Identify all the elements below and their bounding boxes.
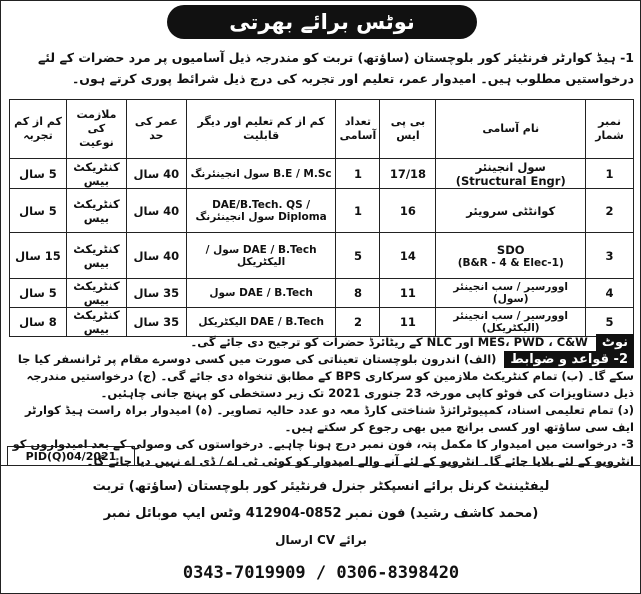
cell-age: 35 سال bbox=[126, 279, 186, 308]
cell-serial: 2 bbox=[586, 189, 634, 233]
rule-3: 3- درخواست میں امیدوار کا مکمل پتہ، فون نمبر درج ہونا چاہیے۔ درخواستوں کی وصولی کے بعد امیدواروں کو انٹرویو کے لئے بلایا جائے گا۔ انٹرویو کے لئے آنے والے امیدوار کو کوئی ٹی اے / ڈی اے نہیں دیا جائے گا۔ bbox=[12, 437, 634, 468]
intro-paragraph: 1- ہیڈ کوارٹر فرنٹیئر کور بلوچستان (ساؤتھ) تربت کو مندرجہ ذیل آسامیوں پر مرد حضرات کے لئے درخواستیں مطلوب ہیں۔ امیدوار عمر، تعلیم اور تجربہ کی درج ذیل شرائط پوری کرتے ہوں۔ bbox=[37, 50, 634, 86]
cell-bps: 14 bbox=[380, 233, 436, 279]
cell-experience: 15 سال bbox=[10, 233, 67, 279]
cell-experience: 5 سال bbox=[10, 279, 67, 308]
cell-post bbox=[436, 233, 586, 279]
cell-job-type: کنٹریکٹ بیس bbox=[66, 189, 126, 233]
cell-experience: 8 سال bbox=[10, 308, 67, 337]
note-line bbox=[9, 334, 634, 351]
cell-bps: 16 bbox=[380, 189, 436, 233]
table-row bbox=[10, 233, 634, 279]
cell-count: 2 bbox=[336, 308, 380, 337]
cell-count: 5 bbox=[336, 233, 380, 279]
table-row bbox=[10, 159, 634, 189]
cell-bps: 11 bbox=[380, 308, 436, 337]
cv-submission-label: برائے CV ارسال bbox=[275, 533, 367, 547]
cell-age: 40 سال bbox=[126, 189, 186, 233]
signatory-name-phone: (محمد کاشف رشید) فون نمبر 0852-412904 وٹس ایپ موبائل نمبر bbox=[103, 506, 539, 521]
cell-qualification: DAE / B.Tech الیکٹریکل bbox=[186, 308, 336, 337]
divider bbox=[1, 465, 640, 466]
cell-age: 35 سال bbox=[126, 308, 186, 337]
table-row bbox=[10, 189, 634, 233]
cell-qualification: B.E / M.Sc سول انجینئرنگ bbox=[186, 159, 336, 189]
cell-count: 1 bbox=[336, 189, 380, 233]
cell-qualification: DAE / B.Tech سول / الیکٹریکل bbox=[186, 233, 336, 279]
header-job-type: ملازمت کی نوعیت bbox=[66, 100, 126, 159]
header-count: تعداد آسامی bbox=[336, 100, 380, 159]
cell-job-type: کنٹریکٹ بیس bbox=[66, 308, 126, 337]
rule-1: (الف) اندرون بلوچستان تعیناتی کی صورت میں کسی دوسرے مقام پر ٹرانسفر کیا جا سکے گا۔ (ب) تمام کنٹریکٹ ملازمین کو سرکاری BPS کے مطابق تنخواہ دی جائے گی۔ (ج) درخواستیں مندرجہ ذیل دستاویزات کی فوٹو کاپی مورخہ 23 جنوری 2021 تک زیر دستخطی کو پہنچ جانی چاہئیں۔ bbox=[17, 352, 634, 400]
cell-job-type: کنٹریکٹ بیس bbox=[66, 279, 126, 308]
cell-serial: 1 bbox=[586, 159, 634, 189]
cell-serial: 4 bbox=[586, 279, 634, 308]
header-age: عمر کی حد bbox=[126, 100, 186, 159]
notice-title: نوٹس برائے بھرتی bbox=[167, 5, 477, 39]
header-post: نام آسامی bbox=[436, 100, 586, 159]
post-subtitle: (B&R - 4 & Elec-1) bbox=[457, 256, 564, 269]
cell-experience: 5 سال bbox=[10, 189, 67, 233]
header-bps: بی پی ایس bbox=[380, 100, 436, 159]
mobile-numbers: 0343-7019909 / 0306-8398420 bbox=[182, 563, 460, 583]
rule-2: (د) تمام تعلیمی اسناد، کمپیوٹرائزڈ شناختی کارڈ معہ دو عدد حالیہ تصاویر۔ (ہ) امیدوار براہ راست ہیڈ کوارٹر ایف سی ساؤتھ اور کسی برانچ میں بھی رجوع کر سکتے ہیں۔ bbox=[24, 403, 634, 434]
cell-age: 40 سال bbox=[126, 233, 186, 279]
note-text: MES، PWD ، C&W اور NLC کے ریٹائرڈ حضرات کو ترجیح دی جائے گی۔ bbox=[190, 335, 588, 349]
cell-job-type: کنٹریکٹ بیس bbox=[66, 233, 126, 279]
cell-post: کوانٹٹی سرویئر bbox=[436, 189, 586, 233]
vacancies-table bbox=[9, 99, 634, 337]
cell-bps: 11 bbox=[380, 279, 436, 308]
table-header-row bbox=[10, 100, 634, 159]
table-row bbox=[10, 308, 634, 337]
header-qualification: کم از کم تعلیم اور دیگر قابلیت bbox=[186, 100, 336, 159]
header-experience: کم از کم تجربہ bbox=[10, 100, 67, 159]
post-name: SDO bbox=[496, 242, 525, 257]
rules-line bbox=[9, 351, 634, 402]
cell-job-type: کنٹریکٹ بیس bbox=[66, 159, 126, 189]
rules-heading: 2- قواعد و ضوابط bbox=[504, 351, 634, 368]
cell-qualification: DAE / B.Tech سول bbox=[186, 279, 336, 308]
cell-post: اوورسیر / سب انجینئر (الیکٹریکل) bbox=[436, 308, 586, 337]
cell-serial: 3 bbox=[586, 233, 634, 279]
cell-qualification: DAE/B.Tech. QS / Diploma سول انجینئرنگ bbox=[186, 189, 336, 233]
note-label: نوٹ bbox=[596, 334, 634, 351]
header-serial: نمبر شمار bbox=[586, 100, 634, 159]
cell-serial: 5 bbox=[586, 308, 634, 337]
table-row bbox=[10, 279, 634, 308]
cell-post: سول انجینئر (Structural Engr) bbox=[436, 159, 586, 189]
cell-post: اوورسیر / سب انجینئر (سول) bbox=[436, 279, 586, 308]
cell-count: 8 bbox=[336, 279, 380, 308]
cell-experience: 5 سال bbox=[10, 159, 67, 189]
cell-bps: 17/18 bbox=[380, 159, 436, 189]
cell-age: 40 سال bbox=[126, 159, 186, 189]
cell-count: 1 bbox=[336, 159, 380, 189]
reference-number: PID(Q)04/2021 bbox=[7, 446, 135, 466]
signatory-title: لیفٹیننٹ کرنل برائے انسپکٹر جنرل فرنٹیئر کور بلوچستان (ساؤتھ) تربت bbox=[92, 479, 550, 494]
